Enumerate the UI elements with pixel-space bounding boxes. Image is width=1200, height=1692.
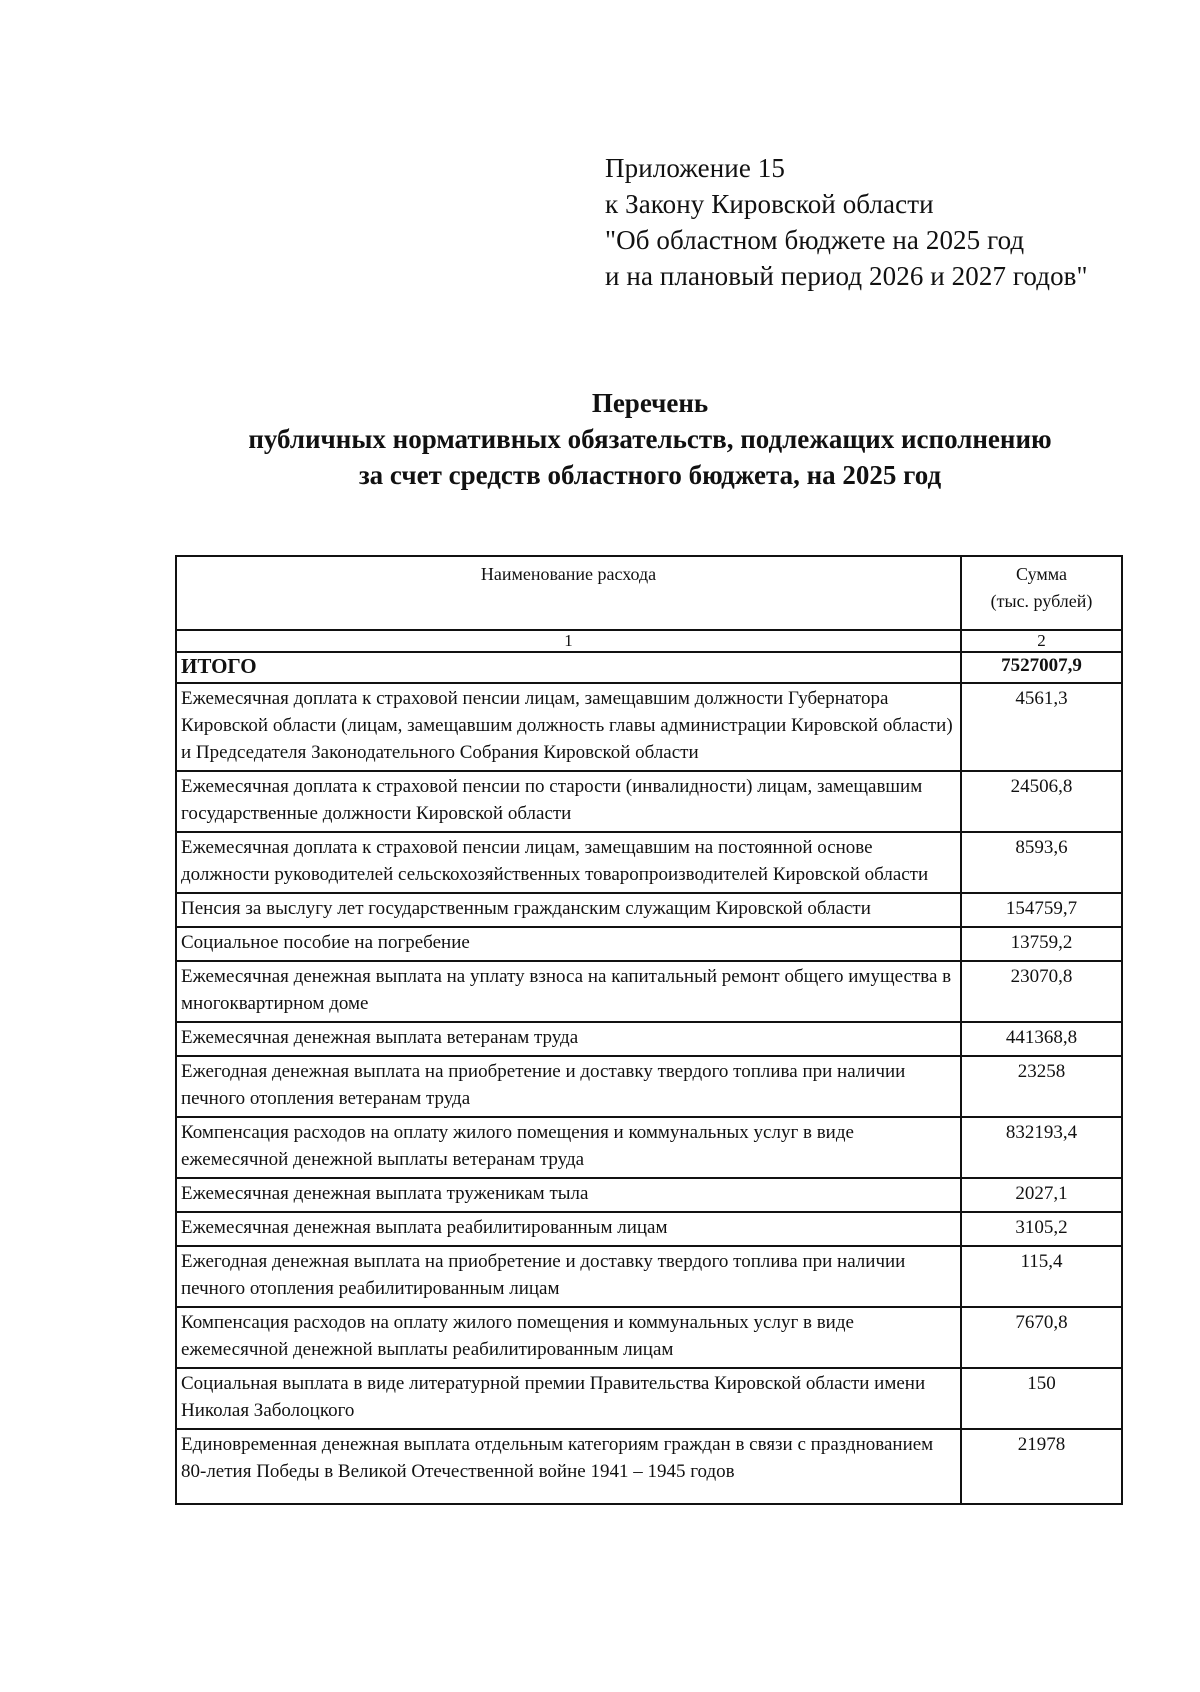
header-sum-cell — [961, 556, 1122, 630]
table-row — [176, 1022, 1122, 1056]
table-row — [176, 683, 1122, 771]
amount-cell: 441368,8 — [961, 1022, 1122, 1056]
table-row — [176, 1368, 1122, 1429]
amount-cell: 7670,8 — [961, 1307, 1122, 1368]
expense-name-cell: Ежемесячная доплата к страховой пенсии лицам, замещавшим должности Губернатора Кировской области (лицам, замещавшим должность главы администрации Кировской области) и Председателя Законодательного Собрания Кировской области — [176, 683, 961, 771]
expense-name-cell: Ежемесячная денежная выплата реабилитированным лицам — [176, 1212, 961, 1246]
appendix-line: "Об областном бюджете на 2025 год — [605, 225, 1025, 255]
amount-cell: 24506,8 — [961, 771, 1122, 832]
expense-name-cell: Ежемесячная доплата к страховой пенсии лицам, замещавшим на постоянной основе должности руководителей сельскохозяйственных товаропроизводителей Кировской области — [176, 832, 961, 893]
title-line: Перечень — [591, 388, 709, 418]
appendix-line: и на плановый период 2026 и 2027 годов" — [605, 261, 1088, 291]
expense-name-cell: Ежемесячная денежная выплата труженикам тыла — [176, 1178, 961, 1212]
table-row — [176, 1178, 1122, 1212]
amount-cell: 154759,7 — [961, 893, 1122, 927]
table-row — [176, 893, 1122, 927]
table-row — [176, 927, 1122, 961]
header-sum-unit: (тыс. рублей) — [990, 591, 1093, 611]
column-number-2: 2 — [961, 630, 1122, 652]
amount-cell: 13759,2 — [961, 927, 1122, 961]
table-body — [176, 556, 1122, 1504]
table-row — [176, 1246, 1122, 1307]
title-line: публичных нормативных обязательств, подлежащих исполнению — [248, 424, 1052, 454]
amount-cell: 115,4 — [961, 1246, 1122, 1307]
table-row — [176, 1117, 1122, 1178]
appendix-header — [605, 150, 1165, 294]
table-row — [176, 961, 1122, 1022]
amount-cell: 832193,4 — [961, 1117, 1122, 1178]
obligations-table — [175, 555, 1123, 1505]
amount-cell: 21978 — [961, 1429, 1122, 1504]
expense-name-cell: Ежегодная денежная выплата на приобретение и доставку твердого топлива при наличии печного отопления реабилитированным лицам — [176, 1246, 961, 1307]
amount-cell: 23070,8 — [961, 961, 1122, 1022]
expense-name-cell: Ежегодная денежная выплата на приобретение и доставку твердого топлива при наличии печного отопления ветеранам труда — [176, 1056, 961, 1117]
appendix-line: к Закону Кировской области — [605, 189, 934, 219]
title-line: за счет средств областного бюджета, на 2025 год — [358, 460, 942, 490]
table-row — [176, 832, 1122, 893]
amount-cell: 2027,1 — [961, 1178, 1122, 1212]
amount-cell: 23258 — [961, 1056, 1122, 1117]
column-number-1: 1 — [176, 630, 961, 652]
expense-name-cell: Социальная выплата в виде литературной премии Правительства Кировской области имени Николая Заболоцкого — [176, 1368, 961, 1429]
expense-name-cell: Единовременная денежная выплата отдельным категориям граждан в связи с празднованием 80-летия Победы в Великой Отечественной войне 1941 – 1945 годов — [176, 1429, 961, 1504]
total-row — [176, 652, 1122, 683]
expense-name-cell: Социальное пособие на погребение — [176, 927, 961, 961]
amount-cell: 150 — [961, 1368, 1122, 1429]
table-row — [176, 1307, 1122, 1368]
total-label: ИТОГО — [176, 652, 961, 683]
appendix-line: Приложение 15 — [605, 153, 785, 183]
header-sum-title: Сумма — [1016, 564, 1067, 584]
expense-name-cell: Компенсация расходов на оплату жилого помещения и коммунальных услуг в виде ежемесячной денежной выплаты ветеранам труда — [176, 1117, 961, 1178]
expense-name-cell: Ежемесячная денежная выплата на уплату взноса на капитальный ремонт общего имущества в многоквартирном доме — [176, 961, 961, 1022]
table-row — [176, 1212, 1122, 1246]
expense-name-cell: Ежемесячная денежная выплата ветеранам труда — [176, 1022, 961, 1056]
table-header-row — [176, 556, 1122, 630]
amount-cell: 4561,3 — [961, 683, 1122, 771]
amount-cell: 8593,6 — [961, 832, 1122, 893]
table-row — [176, 1056, 1122, 1117]
expense-name-cell: Ежемесячная доплата к страховой пенсии по старости (инвалидности) лицам, замещавшим государственные должности Кировской области — [176, 771, 961, 832]
expense-name-cell: Компенсация расходов на оплату жилого помещения и коммунальных услуг в виде ежемесячной денежной выплаты реабилитированным лицам — [176, 1307, 961, 1368]
table-row — [176, 1429, 1122, 1504]
document-title — [0, 385, 1200, 493]
amount-cell: 3105,2 — [961, 1212, 1122, 1246]
expense-name-cell: Пенсия за выслугу лет государственным гражданским служащим Кировской области — [176, 893, 961, 927]
table-row — [176, 771, 1122, 832]
total-value: 7527007,9 — [961, 652, 1122, 683]
header-name-cell: Наименование расхода — [176, 556, 961, 630]
column-number-row — [176, 630, 1122, 652]
